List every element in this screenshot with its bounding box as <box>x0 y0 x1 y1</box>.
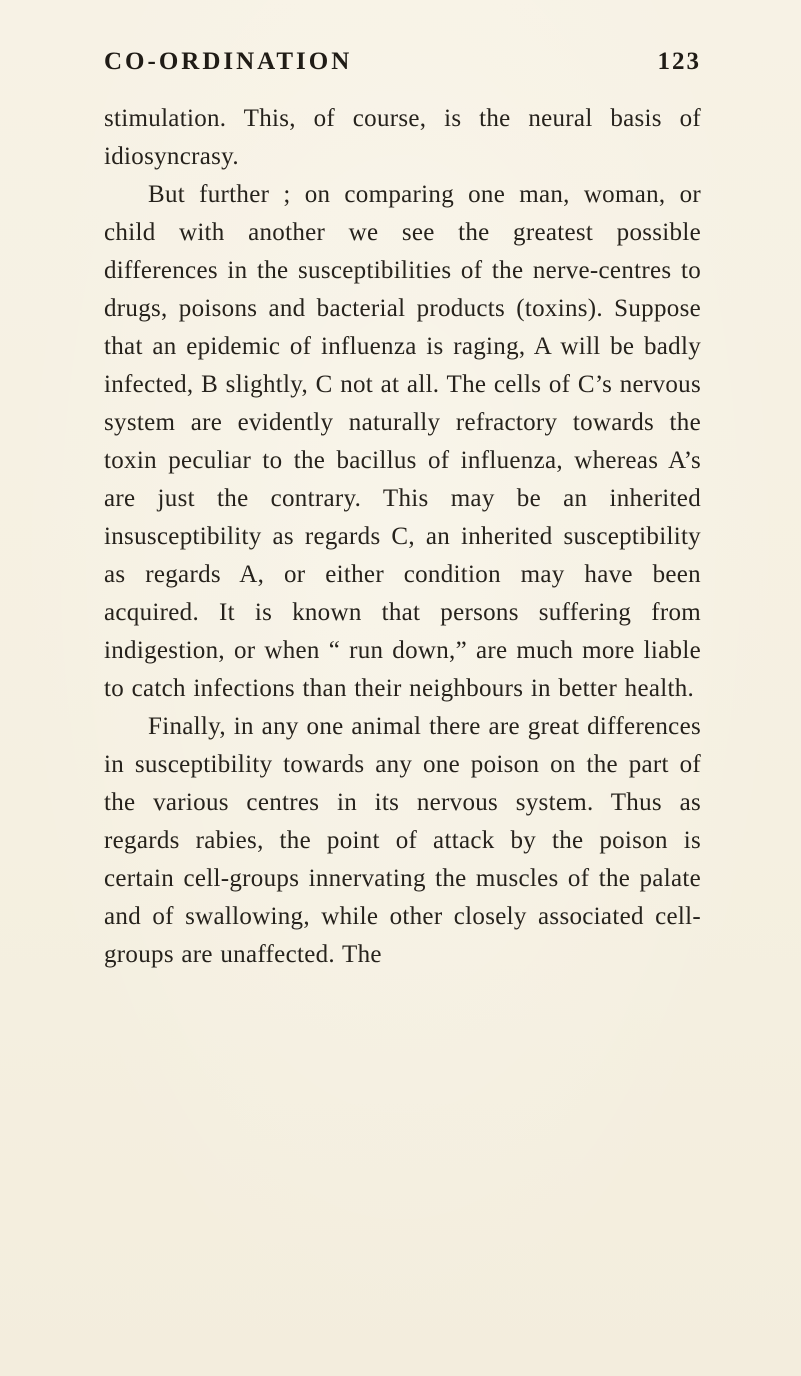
page-body <box>104 100 701 974</box>
running-header <box>104 48 701 76</box>
chapter-title: CO-ORDINATION <box>104 48 353 75</box>
page-number: 123 <box>657 48 701 75</box>
paragraph: Finally, in any one animal there are great differences in susceptibility towards any one poison on the part of the various centres in its nervous system. Thus as regards rabies, the point of attack by the poison is certain cell-groups innervating the muscles of the palate and of swallowing, while other closely associated cell-groups are unaffected. The <box>104 713 701 968</box>
paragraph: But further ; on comparing one man, woman, or child with another we see the greatest possible differences in the susceptibilities of the nerve-centres to drugs, poisons and bacterial products (toxins). Suppose that an epidemic of influenza is raging, A will be badly infected, B slightly, C not at all. The cells of C’s nervous system are evidently naturally refractory towards the toxin peculiar to the bacillus of influenza, whereas A’s are just the contrary. This may be an inherited insusceptibility as regards C, an inherited susceptibility as regards A, or either condition may have been acquired. It is known that persons suffering from indigestion, or when “ run down,” are much more liable to catch infections than their neighbours in better health. <box>104 181 701 702</box>
paragraph-continuation: stimulation. This, of course, is the neural basis of idiosyncrasy. <box>104 105 701 170</box>
